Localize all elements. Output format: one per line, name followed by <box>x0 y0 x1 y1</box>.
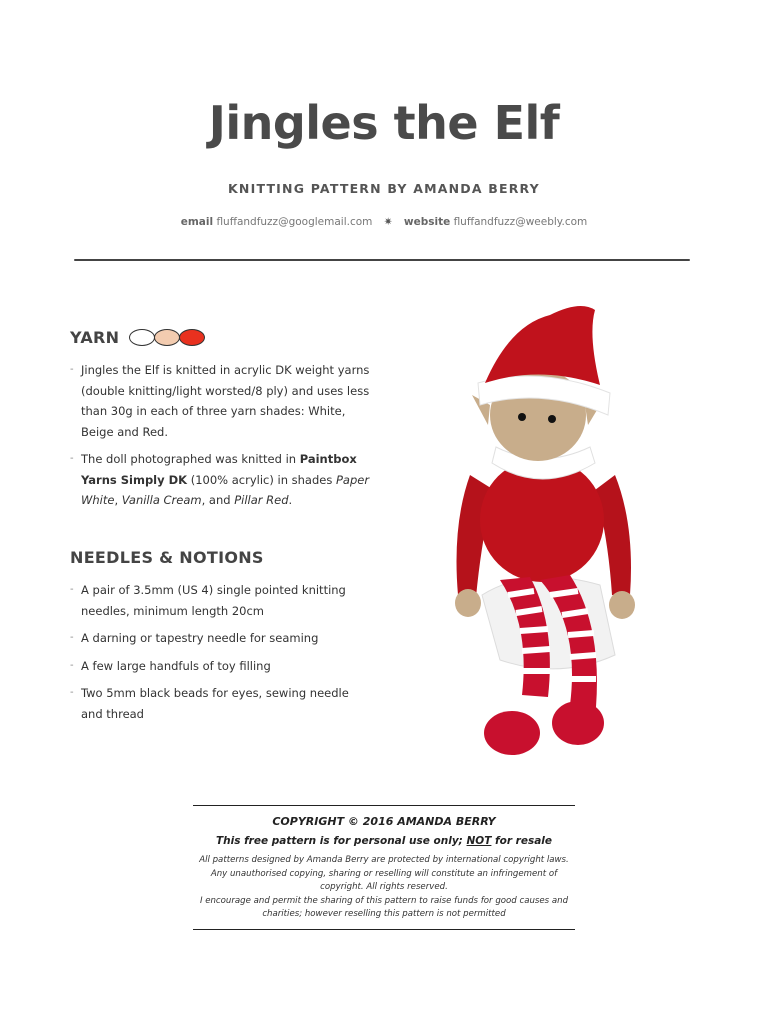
yarn-list <box>70 360 370 518</box>
charity-line: I encourage and permit the sharing of this pattern to raise funds for good causes and charities; however reselling this pattern is not permitted <box>199 895 569 920</box>
copyright-text <box>193 854 575 922</box>
copyright-line: All patterns designed by Amanda Berry are protected by international copyright laws. Any unauthorised copying, sharing or reselling will constitute an infringement of copyright. All rights reserved. <box>199 855 569 893</box>
list-item: - A few large handfuls of toy filling <box>70 656 370 677</box>
yarn-heading-text: YARN <box>70 328 120 347</box>
email-address[interactable]: fluffandfuzz@googlemail.com <box>216 216 373 228</box>
swatch-red <box>179 329 205 346</box>
needles-list <box>70 580 370 731</box>
shade-name: Vanilla Cream <box>121 493 202 507</box>
separator-star-icon: ✷ <box>383 216 393 228</box>
header-divider <box>74 259 690 261</box>
swatch-beige <box>154 329 180 346</box>
contact-line <box>0 216 768 228</box>
pattern-byline: KNITTING PATTERN BY AMANDA BERRY <box>228 181 540 196</box>
page-title: Jingles the Elf <box>208 96 560 150</box>
copyright-title: COPYRIGHT © 2016 AMANDA BERRY <box>272 815 496 828</box>
personal-use-notice: This free pattern is for personal use only; NOT for resale <box>215 835 553 847</box>
yarn-swatches <box>129 329 204 346</box>
list-item: - The doll photographed was knitted in Paintbox Yarns Simply DK (100% acrylic) in shades Paper White, Vanilla Cream, and Pillar Red. <box>70 449 370 511</box>
copyright-notice <box>193 805 575 930</box>
list-item: - A darning or tapestry needle for seaming <box>70 628 370 649</box>
website-label: website <box>403 216 451 228</box>
list-item: - A pair of 3.5mm (US 4) single pointed knitting needles, minimum length 20cm <box>70 580 370 621</box>
list-item: - Jingles the Elf is knitted in acrylic DK weight yarns (double knitting/light worsted/8 ply) and uses less than 30g in each of three yarn shades: White, Beige and Red. <box>70 360 370 442</box>
yarn-heading <box>70 328 204 347</box>
shade-name: Pillar Red <box>234 493 289 507</box>
swatch-white <box>129 329 155 346</box>
yarn-brand: Paintbox Yarns Simply DK <box>81 452 357 487</box>
elf-doll-photo <box>430 295 660 765</box>
needles-heading: NEEDLES & NOTIONS <box>70 548 264 567</box>
shade-name: Paper White <box>81 472 370 507</box>
website-address[interactable]: fluffandfuzz@weebly.com <box>453 216 588 228</box>
email-label: email <box>180 216 214 228</box>
list-item: - Two 5mm black beads for eyes, sewing needle and thread <box>70 683 370 724</box>
